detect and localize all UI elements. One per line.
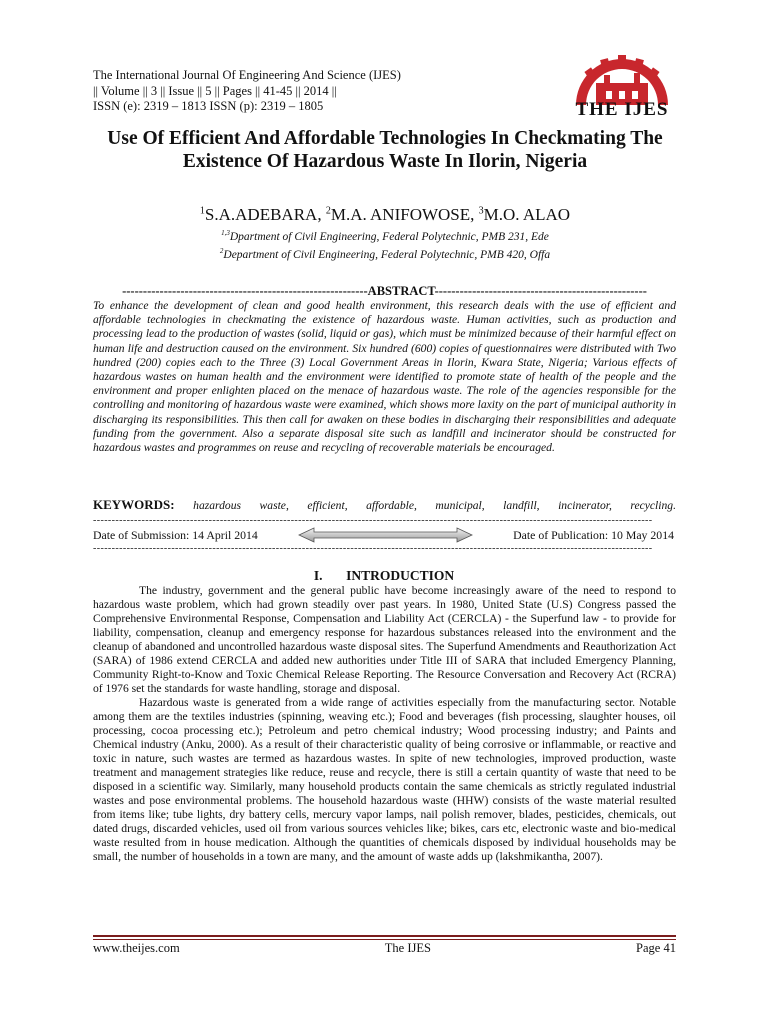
footer-rule [93, 935, 676, 937]
author-list: $^1$S.A.ADEBARA, $^2$M.A. ANIFOWOSE, $^3$M.O. ALAO [199, 205, 571, 224]
affiliations [80, 226, 690, 262]
ijes-logo [566, 53, 678, 125]
footer-page-number: Page 41 [636, 941, 676, 955]
journal-name: The International Journal Of Engineering And Science (IJES) [93, 68, 401, 82]
introduction-body [93, 584, 676, 864]
paper-title: Use Of Efficient And Affordable Technologies In Checkmating The Existence Of Hazardous Waste In Ilorin, Nigeria [107, 128, 663, 172]
affiliation-1: $^{1,3}$Dpartment of Civil Engineering, Federal Polytechnic, PMB 231, Ede [221, 229, 549, 243]
keywords-label: KEYWORDS: [93, 497, 175, 512]
footer-rule [93, 939, 676, 940]
footer-website: www.theijes.com [93, 941, 180, 955]
journal-issn: ISSN (e): 2319 – 1813 ISSN (p): 2319 – 1805 [93, 99, 324, 113]
double-arrow-icon [298, 527, 473, 543]
publication-date: Date of Publication: 10 May 2014 [513, 528, 674, 542]
keywords-list: hazardous waste, efficient, affordable, municipal, landfill, incinerator, recycling. [193, 499, 676, 512]
page-footer [93, 941, 676, 956]
abstract-body: To enhance the development of clean and good health environment, this research deals with the use of efficient and affordable technologies in checkmating the existence of hazardous waste. Human activities, such as production and processing lead to the production of wastes (solid, liquid or gas), which must be minimized because of their harmful effect on human life and destruction caused on the environment. Six hundred (600) copies of questionnaires were distributed with Two hundred (200) copies each to the Three (3) Local Government Areas in Ilorin, Kwara State, Nigeria; Various effects of hazardous wastes on human health and the environment were identified to promote state of health of the people and the environment and proper enlighten placed on the menace of hazardous waste. The role of the agencies responsible for the controlling and monitoring of hazardous waste were examined, which shows more laxity on the part of municipal authority in discharging its responsibilities. This then call for awaken on these bodies in discharging their responsibilities and adequate funding from the government. Also a separate disposal site such as landfill and incinerator should be constructed for hazardous wastes and programmes on reuse and recycling of recoverable materials be encouraged. [93, 299, 676, 455]
author-name: S.A.ADEBARA, [204, 205, 326, 224]
paragraph: The industry, government and the general public have become increasingly aware of the need to respond to hazardous waste problem, which had grown steadily over past years. In 1980, United State (U.S) Congress passed the Comprehensive Environmental Response, Compensation and Liability Act (CERCLA) - the Superfund law - to provide for liability, compensation, cleanup and emergency response for hazardous substances released into the environment and the cleanup of abandoned and uncontrolled hazardous waste disposal sites. The Superfund Amendments and Reauthorization Act (SARA) of 1986 extend CERCLA and added new authorities under Title III of SARA that included Emergency Planning, Community Right-to-Know and Toxic Chemical Release Reporting. The Resource Conversation and Recovery Act (RCRA) of 1976 set the standards for waste handling, storage and disposal. [93, 584, 676, 695]
affiliation-2: $^2$Department of Civil Engineering, Federal Polytechnic, PMB 420, Offa [219, 246, 551, 261]
paragraph: Hazardous waste is generated from a wide range of activities especially from the manufacturing sector. Notable among them are the textiles industries (spinning, weaving etc.); Food and beverages (fish processing, slaughter houses, oil processing, cocoa processing etc.); Petroleum and petro chemical industry; Wood processing industry; and Paints and Chemical industry (Anku, 2000). As a result of their characteristic quality of being corrosive or inflammable, or reactive and toxic in nature, such wastes are termed as hazardous wastes. In spite of new technologies, improved production, waste treatment and management strategies like reduce, reuse and recycle, there is still a certain quantity of waste that need to be disposed in a scientific way. Similarly, many household products contain the same chemicals as strictly regulated industrial wastes and pose environmental problems. The household hazardous waste (HHW) consists of the waste material resulted from items like; tube lights, dry battery cells, mercury vapor lamps, nail polish remover, blades, pesticides, chemicals, out dated drugs, discarded vehicles, used oil from various sources vehicles like; bikes, cars etc, electronic waste and bio-medical waste resulted from in house medication. Although the quantities of chemicals disposed by individual households may be small, the number of households in a town are many, and the amount of waste adds up (lakshmikantha, 2007). [93, 696, 676, 863]
submission-date: Date of Submission: 14 April 2014 [93, 528, 258, 542]
journal-header [93, 68, 401, 115]
keywords [93, 497, 676, 513]
author-name: M.A. ANIFOWOSE, [330, 205, 479, 224]
author-name: M.O. ALAO [483, 205, 571, 224]
journal-volume: || Volume || 3 || Issue || 5 || Pages || 41-45 || 2014 || [93, 83, 337, 98]
separator-bottom: ------------------------------------------------------------------------------------------------------------------------------------------------------ [93, 543, 653, 554]
separator-top: ------------------------------------------------------------------------------------------------------------------------------------------------------ [93, 515, 653, 526]
footer-journal: The IJES [384, 941, 431, 955]
logo-text: THE IJES [575, 99, 669, 120]
section-heading-introduction: I. INTRODUCTION [313, 568, 455, 583]
abstract-heading: -----------------------------------------------------------ABSTRACT--------------------------------------------------- [122, 284, 647, 298]
